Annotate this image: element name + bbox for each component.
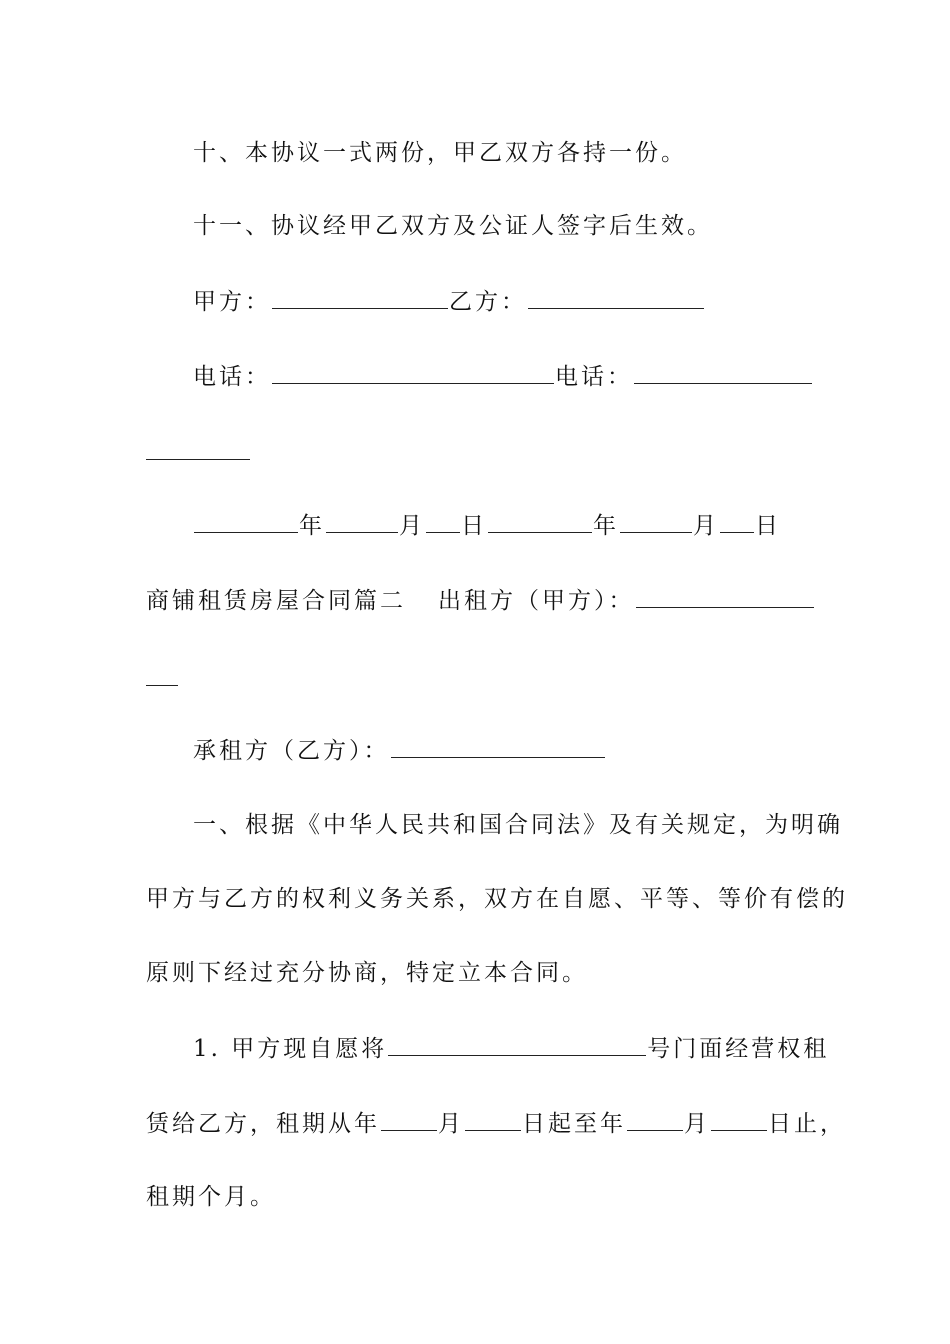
month-label-b: 月	[693, 513, 719, 539]
para-1-line-1: 一、根据《中华人民共和国合同法》及有关规定，为明确	[193, 812, 843, 838]
contract-title-line	[146, 585, 815, 616]
end-day-blank	[711, 1108, 767, 1131]
signature-party-line	[193, 286, 705, 317]
phone-a-blank	[272, 361, 554, 384]
lessor-blank	[636, 585, 814, 608]
month-blank-b	[620, 510, 692, 533]
lessee-line	[193, 735, 606, 766]
lessor-blank-continuation	[146, 685, 178, 686]
day-blank-a	[426, 510, 460, 533]
year-blank-b	[488, 510, 592, 533]
day-blank-b	[720, 510, 754, 533]
month-blank-a	[326, 510, 398, 533]
month-label-a: 月	[399, 513, 425, 539]
phone-blank-continuation	[146, 459, 250, 460]
date-line	[193, 510, 781, 541]
end-month-blank	[627, 1108, 683, 1131]
lease-end-text: 日止，	[768, 1111, 846, 1137]
lease-from-text: 赁给乙方，租期从年	[146, 1111, 380, 1137]
lessee-blank	[391, 735, 605, 758]
start-day-blank	[465, 1108, 521, 1131]
phone-b-blank	[634, 361, 812, 384]
year-blank-a	[194, 510, 298, 533]
item-1-line-2	[146, 1108, 846, 1139]
phone-a-label: 电话：	[193, 364, 271, 390]
start-month-label: 月	[438, 1111, 464, 1137]
para-1-line-2: 甲方与乙方的权利义务关系，双方在自愿、平等、等价有偿的	[146, 886, 848, 912]
party-a-blank	[272, 286, 448, 309]
party-b-label: 乙方：	[449, 289, 527, 315]
party-a-label: 甲方：	[193, 289, 271, 315]
party-b-blank	[528, 286, 704, 309]
lessor-label: 出租方（甲方）：	[438, 588, 635, 614]
end-month-label: 月	[684, 1111, 710, 1137]
day-label-b: 日	[755, 513, 781, 539]
lease-to-text: 日起至年	[522, 1111, 626, 1137]
clause-10: 十、本协议一式两份，甲乙双方各持一份。	[193, 140, 687, 166]
start-month-blank	[381, 1108, 437, 1131]
phone-line	[193, 361, 813, 392]
contract-title: 商铺租赁房屋合同篇二	[146, 588, 406, 614]
para-1-line-3: 原则下经过充分协商，特定立本合同。	[146, 960, 588, 986]
day-label-a: 日	[461, 513, 487, 539]
lessee-label: 承租方（乙方）：	[193, 738, 390, 764]
year-label-b: 年	[593, 513, 619, 539]
phone-b-label: 电话：	[555, 364, 633, 390]
item-1-text-a: 1. 甲方现自愿将	[193, 1036, 388, 1062]
item-1-text-b: 号门面经营权租	[647, 1036, 830, 1062]
clause-11: 十一、协议经甲乙双方及公证人签字后生效。	[193, 213, 713, 239]
shopfront-number-blank	[388, 1033, 646, 1056]
item-1-line-3: 租期个月。	[146, 1184, 276, 1210]
year-label-a: 年	[299, 513, 325, 539]
item-1-line-1	[193, 1033, 829, 1064]
